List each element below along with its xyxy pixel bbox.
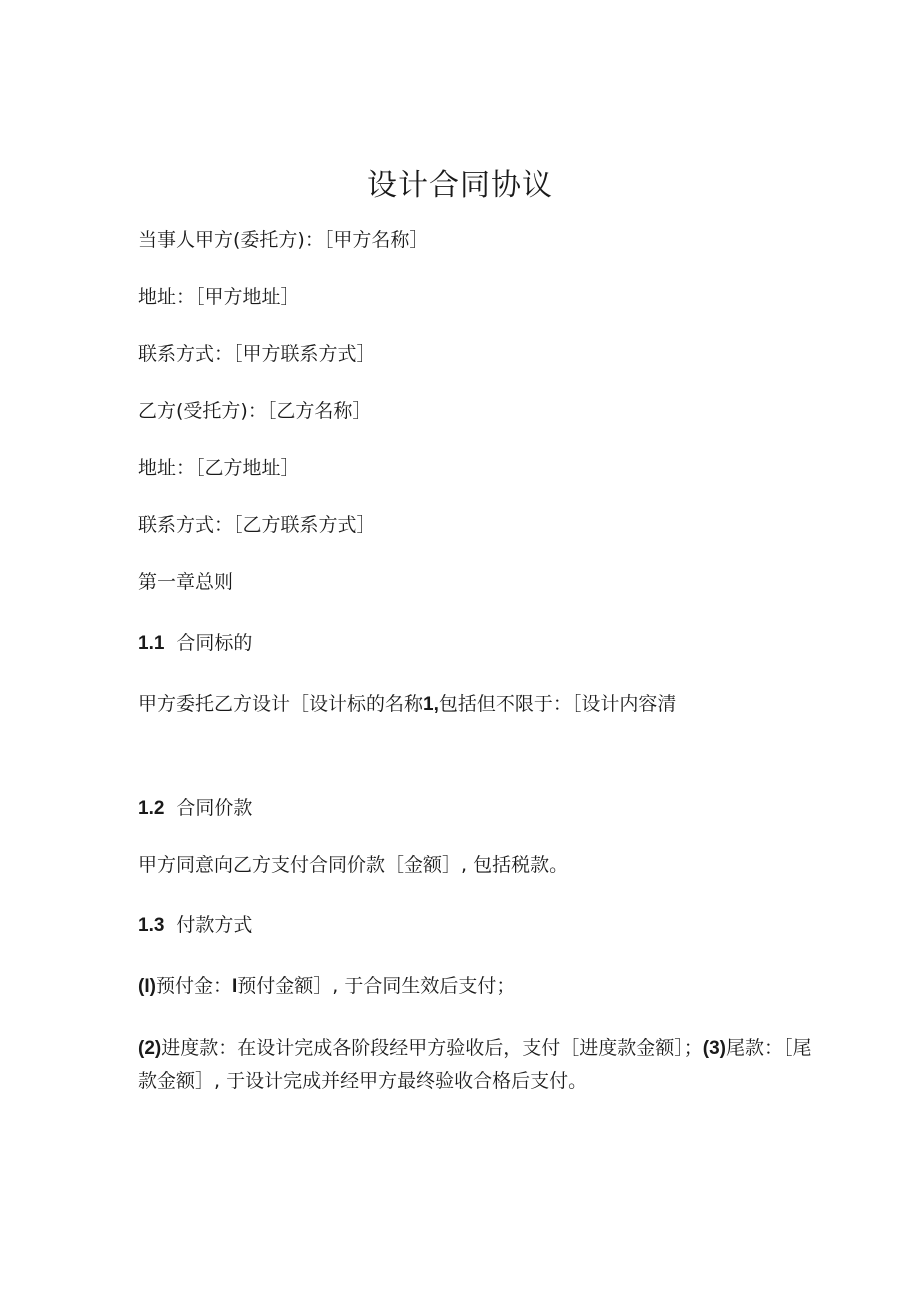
section-number: 1.3 — [138, 915, 165, 936]
section-1-2-heading — [138, 792, 818, 825]
body-text: 包括但不限于：［设计内容清 — [438, 693, 677, 715]
section-title: 合同标的 — [176, 632, 253, 654]
payment-item-1 — [138, 970, 818, 1003]
item-text: 进度款：在设计完成各阶段经甲方验收后，支付［进度款金额］； — [161, 1037, 703, 1059]
section-number: 1.1 — [138, 633, 165, 654]
section-number: 1.2 — [138, 798, 165, 819]
payment-item-2-3 — [138, 1032, 818, 1097]
item-text: 预付金额］, 于合同生效后支付； — [237, 975, 516, 997]
section-1-1-heading — [138, 627, 818, 660]
item-text: 预付金： — [155, 975, 232, 997]
section-title: 合同价款 — [176, 797, 253, 819]
party-b-name: 乙方(受托方)：［乙方名称］ — [138, 400, 372, 422]
item-marker: (3) — [702, 1038, 726, 1059]
item-text: 尾款：［尾款金额］, 于设计完成并经甲方最终验收合格后支付。 — [138, 1037, 812, 1092]
section-title: 付款方式 — [176, 914, 253, 936]
section-1-1-body — [138, 688, 818, 721]
body-text: 甲方委托乙方设计［设计标的名称 — [138, 693, 424, 715]
item-marker: I — [231, 976, 238, 997]
party-b-address: 地址：［乙方地址］ — [138, 457, 300, 479]
party-a-name: 当事人甲方(委托方)：［甲方名称］ — [138, 229, 429, 251]
item-marker: (2) — [138, 1038, 162, 1059]
section-1-2-body: 甲方同意向乙方支付合同价款［金额］, 包括税款。 — [138, 854, 569, 876]
section-1-3-heading — [138, 909, 818, 942]
document-title: 设计合同协议 — [367, 168, 553, 203]
chapter-heading: 第一章总则 — [138, 571, 234, 593]
party-b-contact: 联系方式：［乙方联系方式］ — [138, 514, 376, 536]
item-marker: (I) — [138, 976, 156, 997]
party-a-contact: 联系方式：［甲方联系方式］ — [138, 343, 376, 365]
party-a-address: 地址：［甲方地址］ — [138, 286, 300, 308]
body-mark: 1, — [423, 694, 439, 715]
